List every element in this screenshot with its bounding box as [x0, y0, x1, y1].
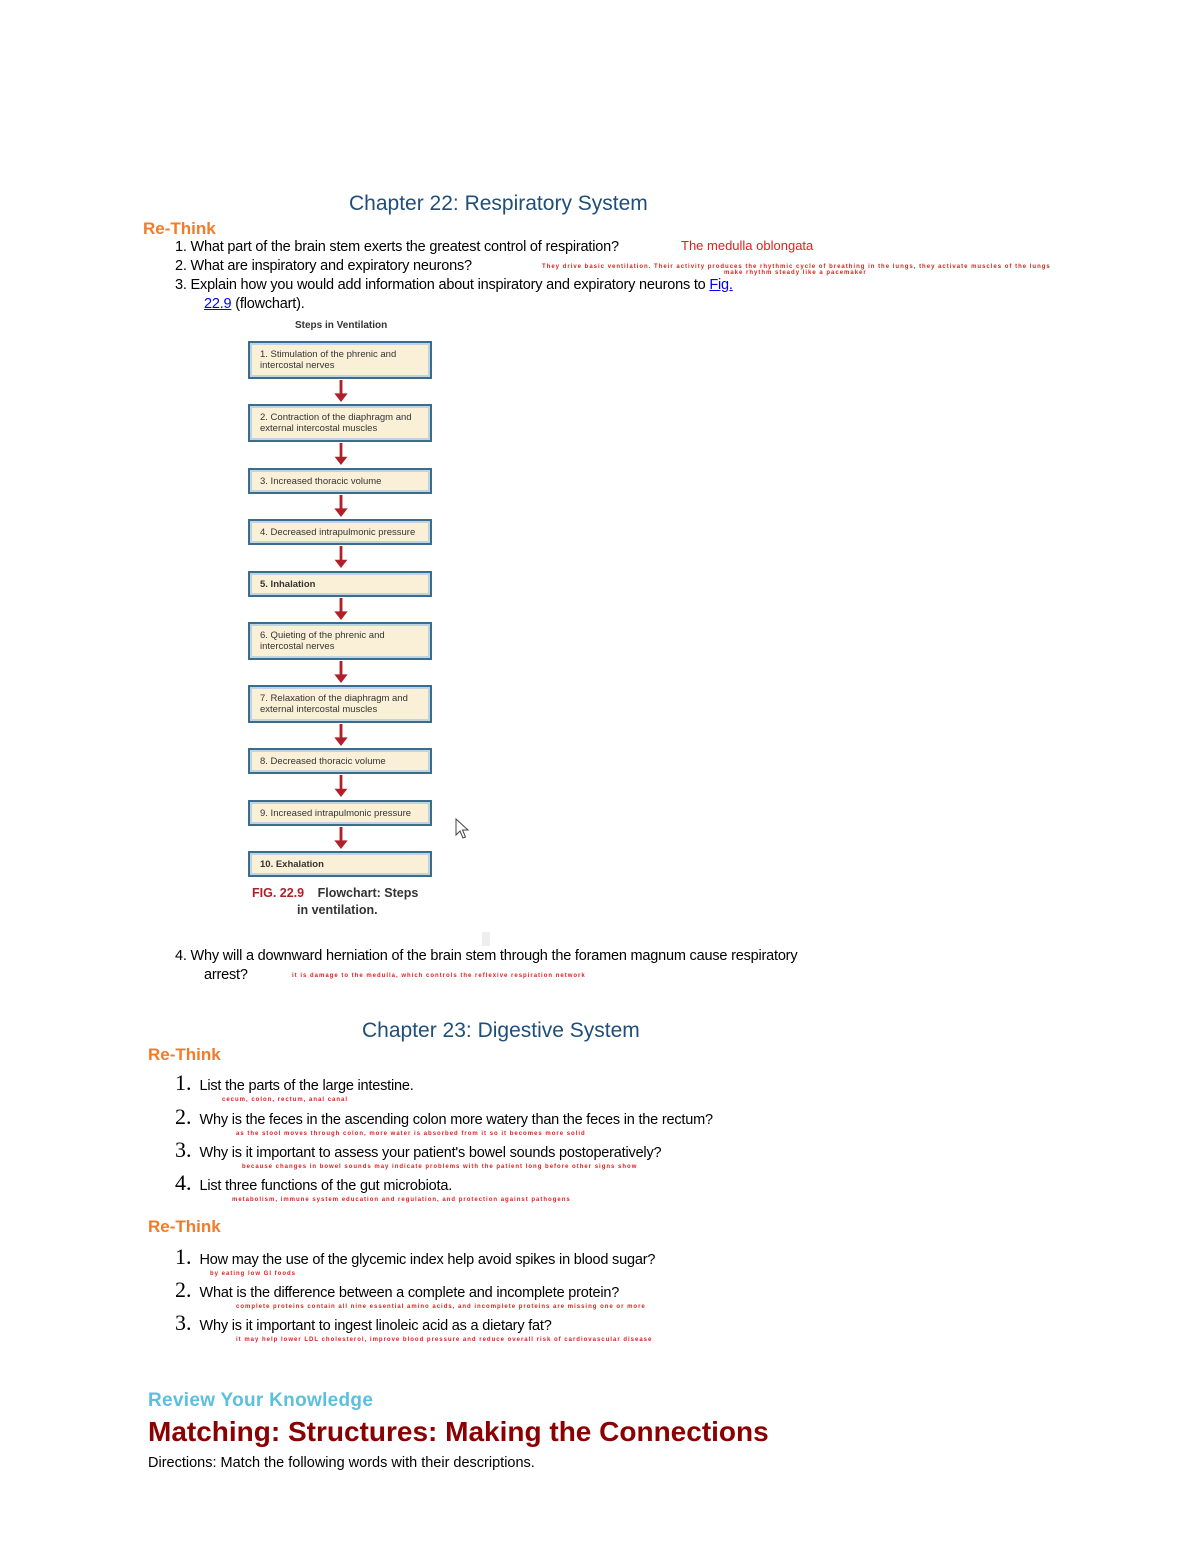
chapter-22-title: Chapter 22: Respiratory System [349, 192, 648, 215]
question-item [175, 1070, 414, 1096]
answer-text: it may help lower LDL cholesterol, improve blood pressure and reduce overall risk of cardiovascular disease [236, 1337, 653, 1343]
down-arrow-icon [334, 546, 348, 568]
question-number: 4. [175, 1170, 192, 1195]
question-text: List three functions of the gut microbiota. [199, 1178, 453, 1194]
question-text: Why is it important to assess your patient's bowel sounds postoperatively? [199, 1145, 662, 1161]
question-text: List the parts of the large intestine. [199, 1078, 414, 1094]
question-number: 3. [175, 1137, 192, 1162]
question-text: Explain how you would add information about inspiratory and expiratory neurons to [190, 277, 710, 293]
matching-title: Matching: Structures: Making the Connections [148, 1416, 769, 1447]
flowchart-step: 7. Relaxation of the diaphragm and external intercostal muscles [248, 685, 432, 723]
question-item [175, 1170, 452, 1196]
flowchart-title: Steps in Ventilation [295, 320, 388, 331]
question-item [175, 1244, 655, 1270]
question-number: 3. [175, 277, 187, 293]
answer-text: as the stool moves through colon, more water is absorbed from it so it becomes more solid [236, 1131, 586, 1137]
question-number: 3. [175, 1310, 192, 1335]
directions-text: Directions: Match the following words with their descriptions. [148, 1455, 535, 1471]
question-item [175, 948, 797, 964]
question-number: 4. [175, 948, 187, 964]
question-item [175, 1277, 619, 1303]
question-number: 2. [175, 1277, 192, 1302]
rethink-heading: Re-Think [143, 219, 216, 238]
chapter-23-title: Chapter 23: Digestive System [362, 1019, 640, 1042]
question-text: Why is the feces in the ascending colon more watery than the feces in the rectum? [199, 1112, 713, 1128]
question-text: What part of the brain stem exerts the greatest control of respiration? [190, 239, 619, 255]
flowchart-step: 2. Contraction of the diaphragm and external intercostal muscles [248, 404, 432, 442]
question-item [175, 258, 472, 274]
answer-text: make rhythm steady like a pacemaker [724, 270, 867, 276]
figure-link[interactable]: 22.9 [204, 296, 232, 312]
flowchart-step: 1. Stimulation of the phrenic and intercostal nerves [248, 341, 432, 379]
rethink-heading: Re-Think [148, 1045, 221, 1064]
text-cursor-mark [482, 932, 490, 946]
question-text: (flowchart). [231, 296, 305, 312]
answer-text: metabolism, immune system education and regulation, and protection against pathogens [232, 1197, 571, 1203]
question-number: 1. [175, 239, 187, 255]
flowchart-step: 6. Quieting of the phrenic and intercostal nerves [248, 622, 432, 660]
figure-caption [252, 885, 452, 919]
answer-text: complete proteins contain all nine essential amino acids, and incomplete proteins are missing one or more [236, 1304, 646, 1310]
rethink-heading: Re-Think [148, 1217, 221, 1236]
question-text: What is the difference between a complete and incomplete protein? [199, 1285, 620, 1301]
question-item [175, 1137, 661, 1163]
answer-text: They drive basic ventilation. Their activity produces the rhythmic cycle of breathing in the lungs, they activate muscles of the lungs [542, 264, 1051, 270]
answer-text: it is damage to the medulla, which controls the reflexive respiration network [292, 973, 586, 979]
answer-text: by eating low GI foods [210, 1271, 297, 1277]
down-arrow-icon [334, 495, 348, 517]
question-number: 2. [175, 258, 187, 274]
flowchart-step: 3. Increased thoracic volume [248, 468, 432, 494]
question-text: What are inspiratory and expiratory neurons? [190, 258, 472, 274]
down-arrow-icon [334, 598, 348, 620]
question-item [175, 277, 733, 293]
answer-text: The medulla oblongata [681, 238, 814, 253]
question-number: 2. [175, 1104, 192, 1129]
review-heading: Review Your Knowledge [148, 1390, 374, 1411]
mouse-pointer-icon [455, 818, 471, 840]
question-item [175, 1104, 713, 1130]
flowchart-step: 4. Decreased intrapulmonic pressure [248, 519, 432, 545]
question-text: How may the use of the glycemic index help avoid spikes in blood sugar? [199, 1252, 656, 1268]
flowchart-step: 5. Inhalation [248, 571, 432, 597]
flowchart-step: 10. Exhalation [248, 851, 432, 877]
down-arrow-icon [334, 775, 348, 797]
figure-link[interactable]: Fig. [709, 277, 733, 293]
question-continuation: arrest? [204, 967, 248, 983]
down-arrow-icon [334, 827, 348, 849]
question-text: Why is it important to ingest linoleic acid as a dietary fat? [199, 1318, 552, 1334]
caption-text: Flowchart: Steps [317, 886, 419, 900]
question-number: 1. [175, 1244, 192, 1269]
answer-text: cecum, colon, rectum, anal canal [222, 1097, 349, 1103]
flowchart-step: 8. Decreased thoracic volume [248, 748, 432, 774]
figure-label: FIG. 22.9 [252, 886, 305, 900]
down-arrow-icon [334, 724, 348, 746]
question-number: 1. [175, 1070, 192, 1095]
down-arrow-icon [334, 443, 348, 465]
flowchart-step: 9. Increased intrapulmonic pressure [248, 800, 432, 826]
question-text: Why will a downward herniation of the brain stem through the foramen magnum cause respiratory [190, 948, 798, 964]
question-continuation [204, 296, 305, 312]
down-arrow-icon [334, 380, 348, 402]
caption-text: in ventilation. [297, 903, 378, 917]
answer-text: because changes in bowel sounds may indicate problems with the patient long before other signs show [242, 1164, 638, 1170]
down-arrow-icon [334, 661, 348, 683]
question-item [175, 239, 619, 255]
question-item [175, 1310, 552, 1336]
